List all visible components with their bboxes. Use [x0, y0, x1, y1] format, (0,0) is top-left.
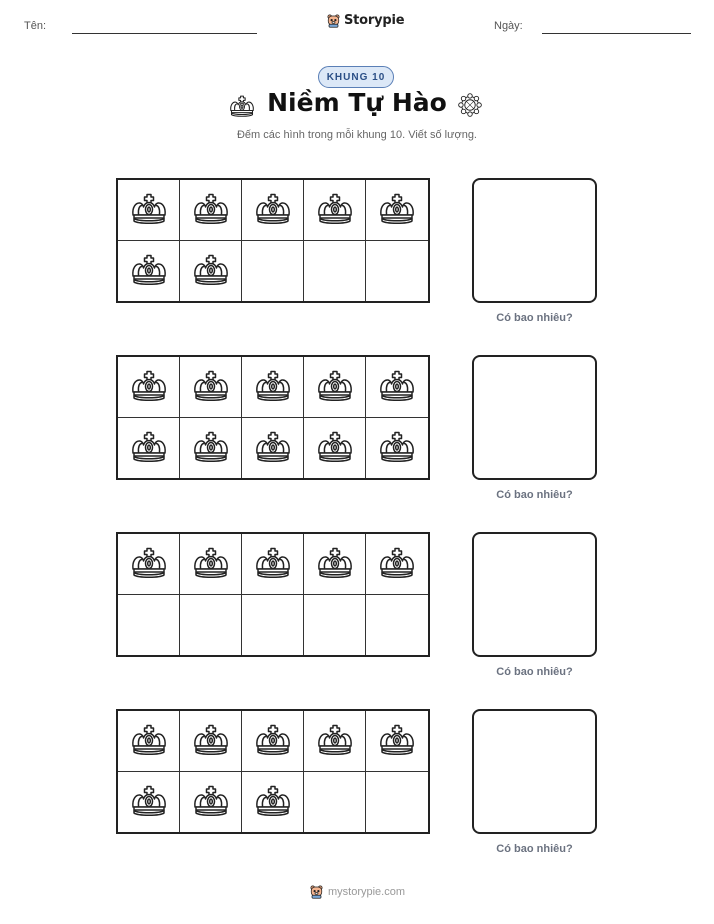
ten-frame-cell [242, 241, 304, 302]
crown-icon [315, 428, 355, 468]
ten-frame [116, 178, 430, 303]
crown-icon [377, 367, 417, 407]
name-label: Tên: [24, 20, 47, 32]
title-row [0, 88, 714, 124]
ten-frame-cell [366, 180, 428, 241]
name-field[interactable] [72, 33, 257, 34]
crown-icon [315, 721, 355, 761]
ten-frame-cell [118, 418, 180, 479]
ten-frame-cell [180, 357, 242, 418]
footer [0, 884, 714, 899]
ten-frame-cell [304, 357, 366, 418]
ten-frame-cell [366, 357, 428, 418]
crown-icon [253, 721, 293, 761]
ten-frame [116, 709, 430, 834]
ten-frame-cell [180, 180, 242, 241]
crown-icon [129, 721, 169, 761]
brand-name: Storypie [344, 13, 405, 28]
ten-frame-cell [304, 418, 366, 479]
crown-icon [315, 544, 355, 584]
ten-frame-cell [118, 595, 180, 656]
crown-icon [315, 367, 355, 407]
crown-icon [129, 428, 169, 468]
page-title: Niềm Tự Hào [267, 88, 447, 117]
mascot-icon [309, 884, 324, 899]
instructions: Đếm các hình trong mỗi khung 10. Viết số lượng. [236, 129, 477, 141]
ten-frame-cell [242, 772, 304, 833]
ten-frame-cell [304, 711, 366, 772]
ten-frame-cell [366, 595, 428, 656]
ten-frame-cell [242, 595, 304, 656]
ten-frame-cell [304, 241, 366, 302]
answer-box[interactable] [472, 532, 597, 657]
mascot-icon [326, 13, 341, 28]
ten-frame-cell [242, 534, 304, 595]
ten-frame-cell [118, 357, 180, 418]
ten-frame-cell [180, 772, 242, 833]
crown-icon [191, 428, 231, 468]
answer-box[interactable] [472, 709, 597, 834]
ten-frame-cell [118, 241, 180, 302]
crown-icon [253, 190, 293, 230]
ten-frame-cell [366, 534, 428, 595]
ten-frame-cell [180, 534, 242, 595]
crown-icon [191, 190, 231, 230]
crown-icon [129, 251, 169, 291]
date-label: Ngày: [494, 20, 523, 32]
crown-icon [377, 721, 417, 761]
ten-frame-cell [242, 711, 304, 772]
answer-prompt: Có bao nhiêu? [496, 666, 573, 678]
ten-frame-cell [304, 772, 366, 833]
brand-logo [326, 13, 404, 28]
ten-frame-cell [180, 595, 242, 656]
section-badge: KHUNG 10 [318, 66, 394, 88]
crown-icon [253, 782, 293, 822]
crown-icon [253, 428, 293, 468]
ten-frame [116, 355, 430, 480]
ten-frame-cell [118, 180, 180, 241]
answer-box[interactable] [472, 355, 597, 480]
crown-icon [377, 190, 417, 230]
crown-icon [253, 367, 293, 407]
crown-icon [253, 544, 293, 584]
answer-box[interactable] [472, 178, 597, 303]
date-field[interactable] [542, 33, 691, 34]
ten-frame-cell [118, 711, 180, 772]
crown-icon [191, 251, 231, 291]
crown-icon [191, 782, 231, 822]
ten-frame-cell [242, 180, 304, 241]
ten-frame-cell [304, 534, 366, 595]
ten-frame-cell [304, 180, 366, 241]
crown-icon [191, 367, 231, 407]
crown-icon [129, 782, 169, 822]
wreath-icon [456, 91, 484, 119]
crown-icon [129, 544, 169, 584]
crown-icon [191, 721, 231, 761]
crown-icon [129, 190, 169, 230]
ten-frame-cell [366, 711, 428, 772]
crown-icon [377, 544, 417, 584]
answer-prompt: Có bao nhiêu? [496, 843, 573, 855]
ten-frame [116, 532, 430, 657]
ten-frame-cell [118, 534, 180, 595]
ten-frame-cell [366, 772, 428, 833]
crown-icon [377, 428, 417, 468]
ten-frame-cell [180, 241, 242, 302]
answer-prompt: Có bao nhiêu? [496, 489, 573, 501]
crown-icon [129, 367, 169, 407]
ten-frame-cell [180, 711, 242, 772]
answer-prompt: Có bao nhiêu? [496, 312, 573, 324]
footer-url: mystorypie.com [327, 885, 406, 898]
crown-icon [315, 190, 355, 230]
ten-frame-cell [304, 595, 366, 656]
crown-icon [191, 544, 231, 584]
ten-frame-cell [366, 418, 428, 479]
ten-frame-cell [118, 772, 180, 833]
ten-frame-cell [242, 357, 304, 418]
ten-frame-cell [366, 241, 428, 302]
ten-frame-cell [180, 418, 242, 479]
ten-frame-cell [242, 418, 304, 479]
